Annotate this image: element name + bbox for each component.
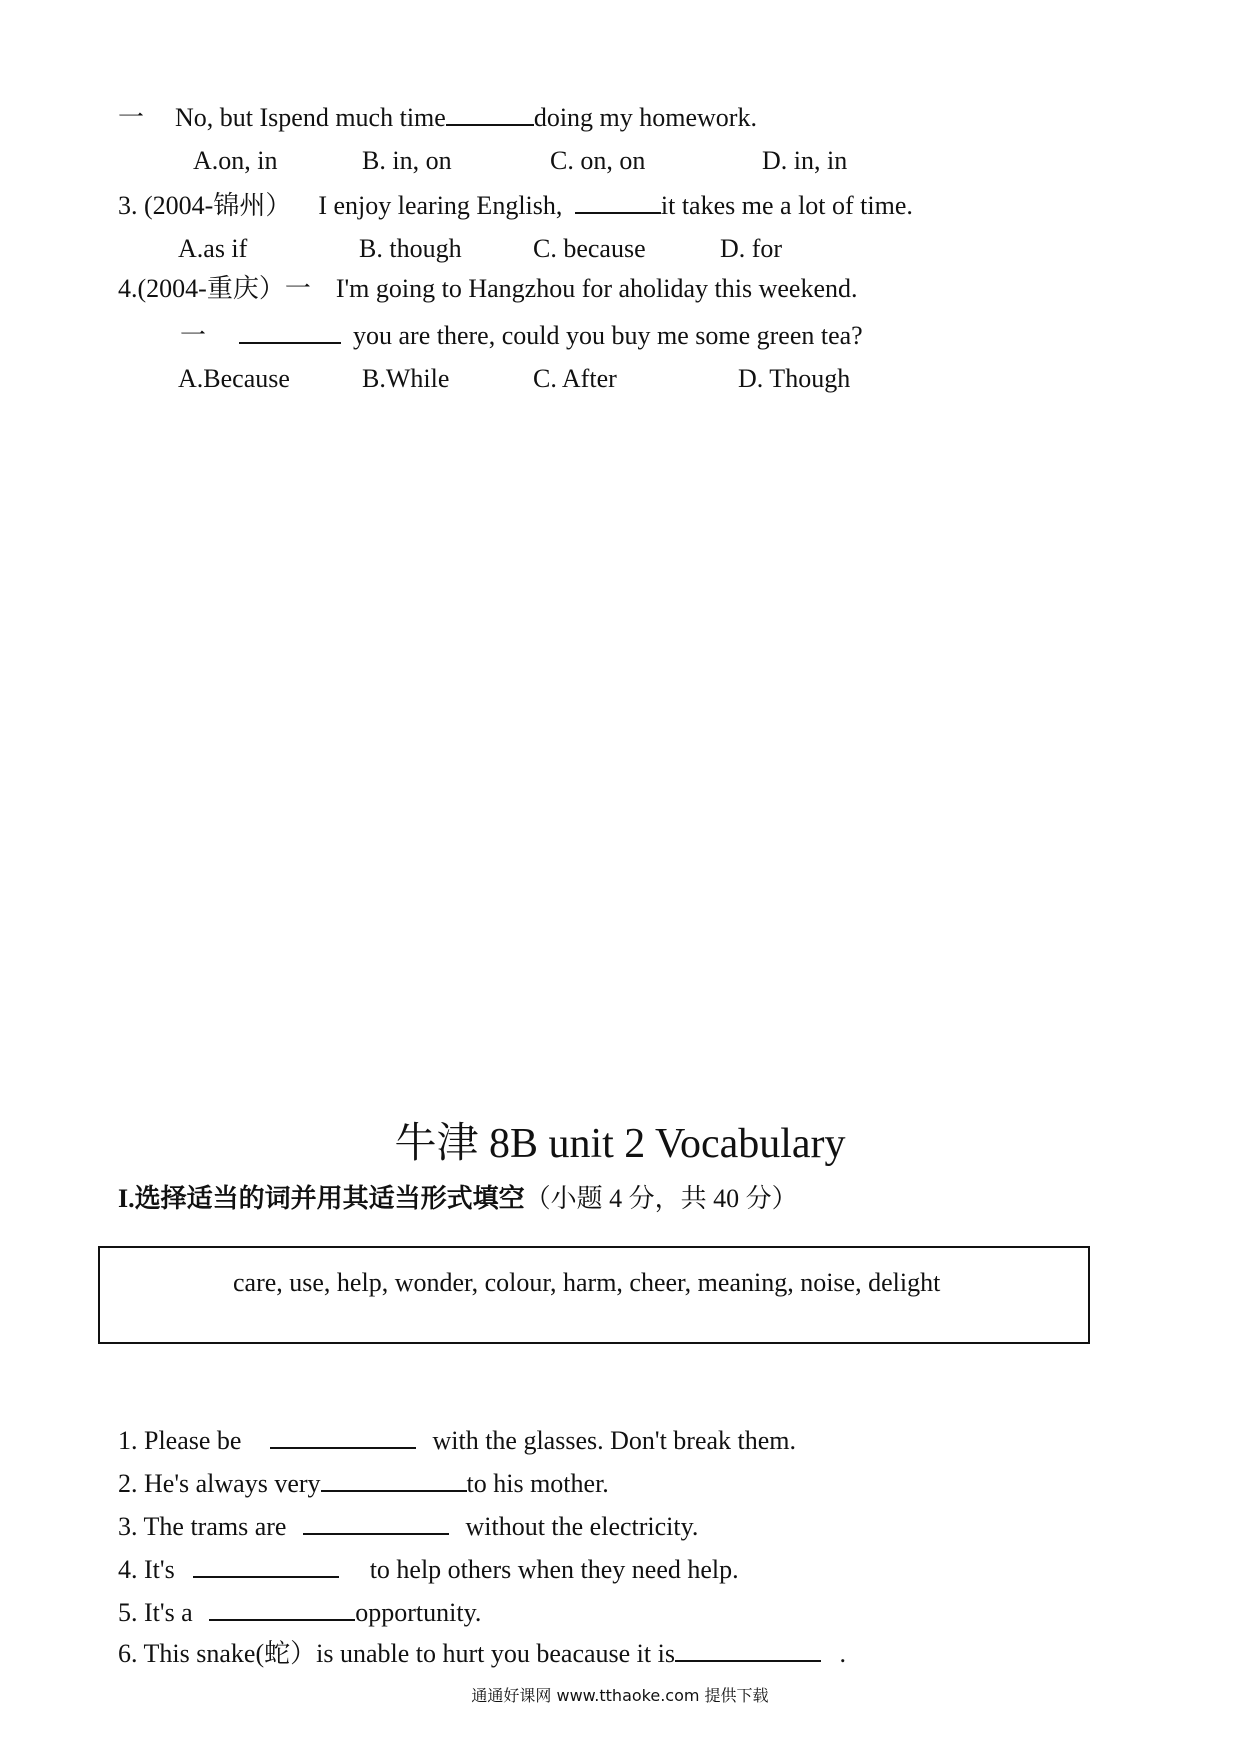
- item-text: 4. It's: [118, 1555, 175, 1584]
- option-b: B.While: [362, 364, 450, 393]
- option-c: C. on, on: [550, 146, 646, 175]
- vocab-item-5: [118, 1597, 481, 1626]
- answer-blank[interactable]: [193, 1554, 339, 1578]
- item-text: to his mother.: [466, 1469, 609, 1498]
- answer-blank[interactable]: [575, 190, 661, 214]
- question-text: I enjoy learing English,: [318, 191, 563, 220]
- item-text: opportunity.: [355, 1598, 482, 1627]
- answer-blank[interactable]: [209, 1597, 355, 1621]
- vocab-item-3: [118, 1511, 698, 1540]
- option-d: D. Though: [738, 364, 851, 393]
- dash: 一: [118, 103, 145, 132]
- question-text: No, but Ispend much time: [175, 103, 446, 132]
- vocab-item-1: [118, 1425, 796, 1454]
- q4-line2: [180, 320, 863, 349]
- word-bank-box: [98, 1246, 1090, 1344]
- option-d: D. for: [720, 234, 783, 263]
- item-text: without the electricity.: [465, 1512, 699, 1541]
- item-text: 3. The trams are: [118, 1512, 287, 1541]
- item-text: 2. He's always very: [118, 1469, 321, 1498]
- q3-line: [118, 190, 913, 219]
- q2-reply-line: [118, 102, 757, 131]
- answer-blank[interactable]: [675, 1638, 821, 1662]
- vocab-item-6: [118, 1638, 846, 1667]
- item-text: 6. This snake(蛇）is unable to hurt you beacause it is: [118, 1639, 675, 1668]
- option-a: A.Because: [178, 364, 290, 393]
- option-c: C. After: [533, 364, 617, 393]
- question-text: you are there, could you buy me some green tea?: [353, 321, 863, 350]
- answer-blank[interactable]: [270, 1425, 416, 1449]
- item-text: to help others when they need help.: [369, 1555, 739, 1584]
- footer-note: 通通好课网 www.tthaoke.com 提供下载: [471, 1686, 769, 1705]
- answer-blank[interactable]: [321, 1468, 467, 1492]
- item-text: 1. Please be: [118, 1426, 242, 1455]
- item-text: 5. It's a: [118, 1598, 193, 1627]
- word-bank: care, use, help, wonder, colour, harm, cheer, meaning, noise, delight: [233, 1268, 941, 1297]
- q4-line: [118, 276, 858, 302]
- option-a: A.as if: [178, 234, 248, 263]
- question-number: 4.(2004-重庆）一: [118, 274, 311, 303]
- question-text: doing my homework.: [533, 103, 757, 132]
- page-title: 牛津 8B unit 2 Vocabulary: [394, 1121, 846, 1167]
- question-text: I'm going to Hangzhou for aholiday this weekend.: [335, 274, 858, 303]
- answer-blank[interactable]: [303, 1511, 449, 1535]
- option-b: B. though: [359, 234, 462, 263]
- section-heading: [118, 1186, 798, 1212]
- vocab-item-2: [118, 1468, 609, 1497]
- question-text: it takes me a lot of time.: [660, 191, 913, 220]
- option-b: B. in, on: [362, 146, 452, 175]
- section-instruction: I.选择适当的词并用其适当形式填空: [118, 1184, 525, 1213]
- option-c: C. because: [533, 234, 646, 263]
- item-text: .: [839, 1639, 846, 1668]
- item-text: with the glasses. Don't break them.: [432, 1426, 797, 1455]
- option-a: A.on, in: [193, 146, 278, 175]
- section-score: （小题 4 分，共 40 分）: [524, 1184, 798, 1213]
- option-d: D. in, in: [762, 146, 848, 175]
- answer-blank[interactable]: [239, 320, 341, 344]
- question-number: 3. (2004-锦州）: [118, 191, 292, 220]
- answer-blank[interactable]: [446, 102, 534, 126]
- vocab-item-4: [118, 1554, 739, 1583]
- dash: 一: [180, 321, 207, 350]
